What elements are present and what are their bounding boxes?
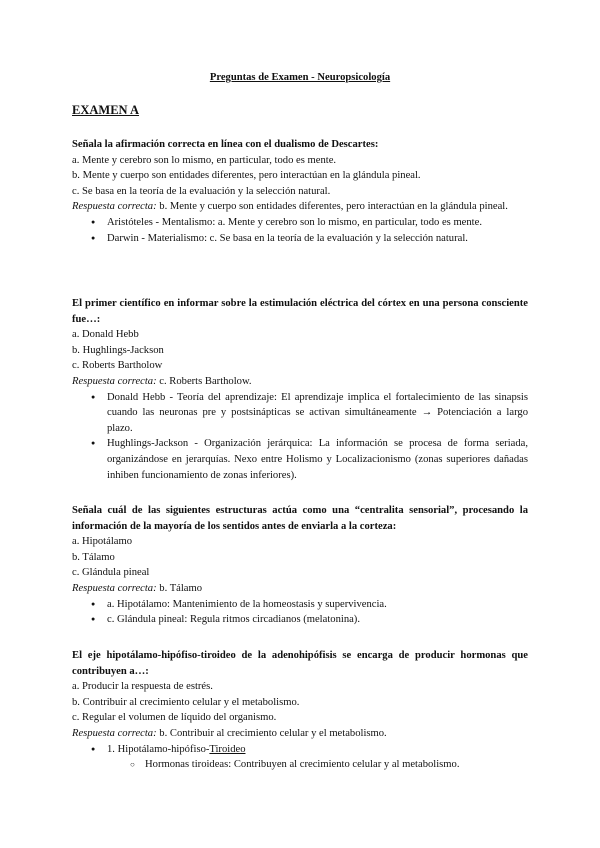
explanation-sub-bullet: ○ Hormonas tiroideas: Contribuyen al crecimiento celular y al metabolismo.: [72, 757, 528, 773]
question-block-1: [72, 137, 528, 246]
option-c: c. Glándula pineal: [72, 567, 150, 579]
correct-answer: [72, 199, 528, 215]
answer-label: Respuesta correcta:: [72, 727, 157, 739]
correct-answer: [72, 581, 528, 597]
answer-label: Respuesta correcta:: [72, 201, 157, 213]
option-a: a. Mente y cerebro son lo mismo, en particular, todo es mente.: [72, 154, 337, 166]
option-b: b. Hughlings-Jackson: [72, 344, 164, 356]
explanation-bullet: ● Donald Hebb - Teoría del aprendizaje: El aprendizaje implica el fortalecimiento de las sinapsis cuando las neuronas pre y postsinápticas se activan simultáneamente → Potenciación a largo plazo.: [72, 390, 528, 437]
answer-label: Respuesta correcta:: [72, 582, 157, 594]
explanation-bullet: ● c. Glándula pineal: Regula ritmos circadianos (melatonina).: [72, 612, 528, 628]
option-b: b. Mente y cuerpo son entidades diferentes, pero interactúan en la glándula pineal.: [72, 170, 421, 182]
answer-text: c. Roberts Bartholow.: [156, 375, 252, 387]
explanation-bullet: ● Aristóteles - Mentalismo: a. Mente y cerebro son lo mismo, en particular, todo es mente.: [72, 215, 528, 231]
option-a: a. Producir la respuesta de estrés.: [72, 681, 213, 693]
question-text: Señala la afirmación correcta en línea con el dualismo de Descartes:: [72, 139, 379, 150]
bullet-underlined: Tiroideo: [209, 743, 246, 755]
question-block-4: [72, 648, 528, 773]
option-c: c. Se basa en la teoría de la evaluación y la selección natural.: [72, 185, 331, 197]
explanation-bullet: ● a. Hipotálamo: Mantenimiento de la homeostasis y supervivencia.: [72, 597, 528, 613]
answer-text: b. Mente y cuerpo son entidades diferentes, pero interactúan en la glándula pineal.: [156, 201, 508, 213]
option-b: b. Tálamo: [72, 551, 115, 563]
explanation-bullet: ● Hughlings-Jackson - Organización jerárquica: La información se procesa de forma seriada, organizándose en jerarquías. Nexo entre Holismo y Localizacionismo (zonas superiores dañadas inhiben funcionamiento de zonas inferiores).: [72, 436, 528, 483]
correct-answer: [72, 726, 528, 742]
answer-text: b. Tálamo: [156, 582, 203, 594]
question-text: El primer científico en informar sobre la estimulación eléctrica del córtex en una persona consciente fue…:: [72, 298, 528, 325]
option-c: c. Regular el volumen de líquido del organismo.: [72, 712, 277, 724]
option-a: a. Donald Hebb: [72, 329, 139, 341]
question-text: Señala cuál de las siguientes estructuras actúa como una “centralita sensorial”, procesando la información de la mayoría de los sentidos antes de enviarla a la corteza:: [72, 505, 528, 532]
option-c: c. Roberts Bartholow: [72, 360, 163, 372]
exam-heading: EXAMEN A: [72, 103, 140, 117]
answer-text: b. Contribuir al crecimiento celular y el metabolismo.: [156, 727, 387, 739]
question-block-2: [72, 296, 528, 483]
document-title: Preguntas de Examen - Neuropsicología: [209, 72, 391, 83]
option-b: b. Contribuir al crecimiento celular y el metabolismo.: [72, 696, 300, 708]
explanation-bullet: [72, 742, 528, 758]
question-block-3: [72, 503, 528, 628]
option-a: a. Hipotálamo: [72, 536, 133, 548]
question-text: El eje hipotálamo-hipófiso-tiroideo de la adenohipófisis se encarga de producir hormonas que contribuyen a…:: [72, 650, 528, 677]
answer-label: Respuesta correcta:: [72, 375, 157, 387]
correct-answer: [72, 374, 528, 390]
explanation-bullet: ● Darwin - Materialismo: c. Se basa en la teoría de la evaluación y la selección natural.: [72, 231, 528, 247]
bullet-prefix: 1. Hipotálamo-hipófiso-: [107, 743, 210, 755]
